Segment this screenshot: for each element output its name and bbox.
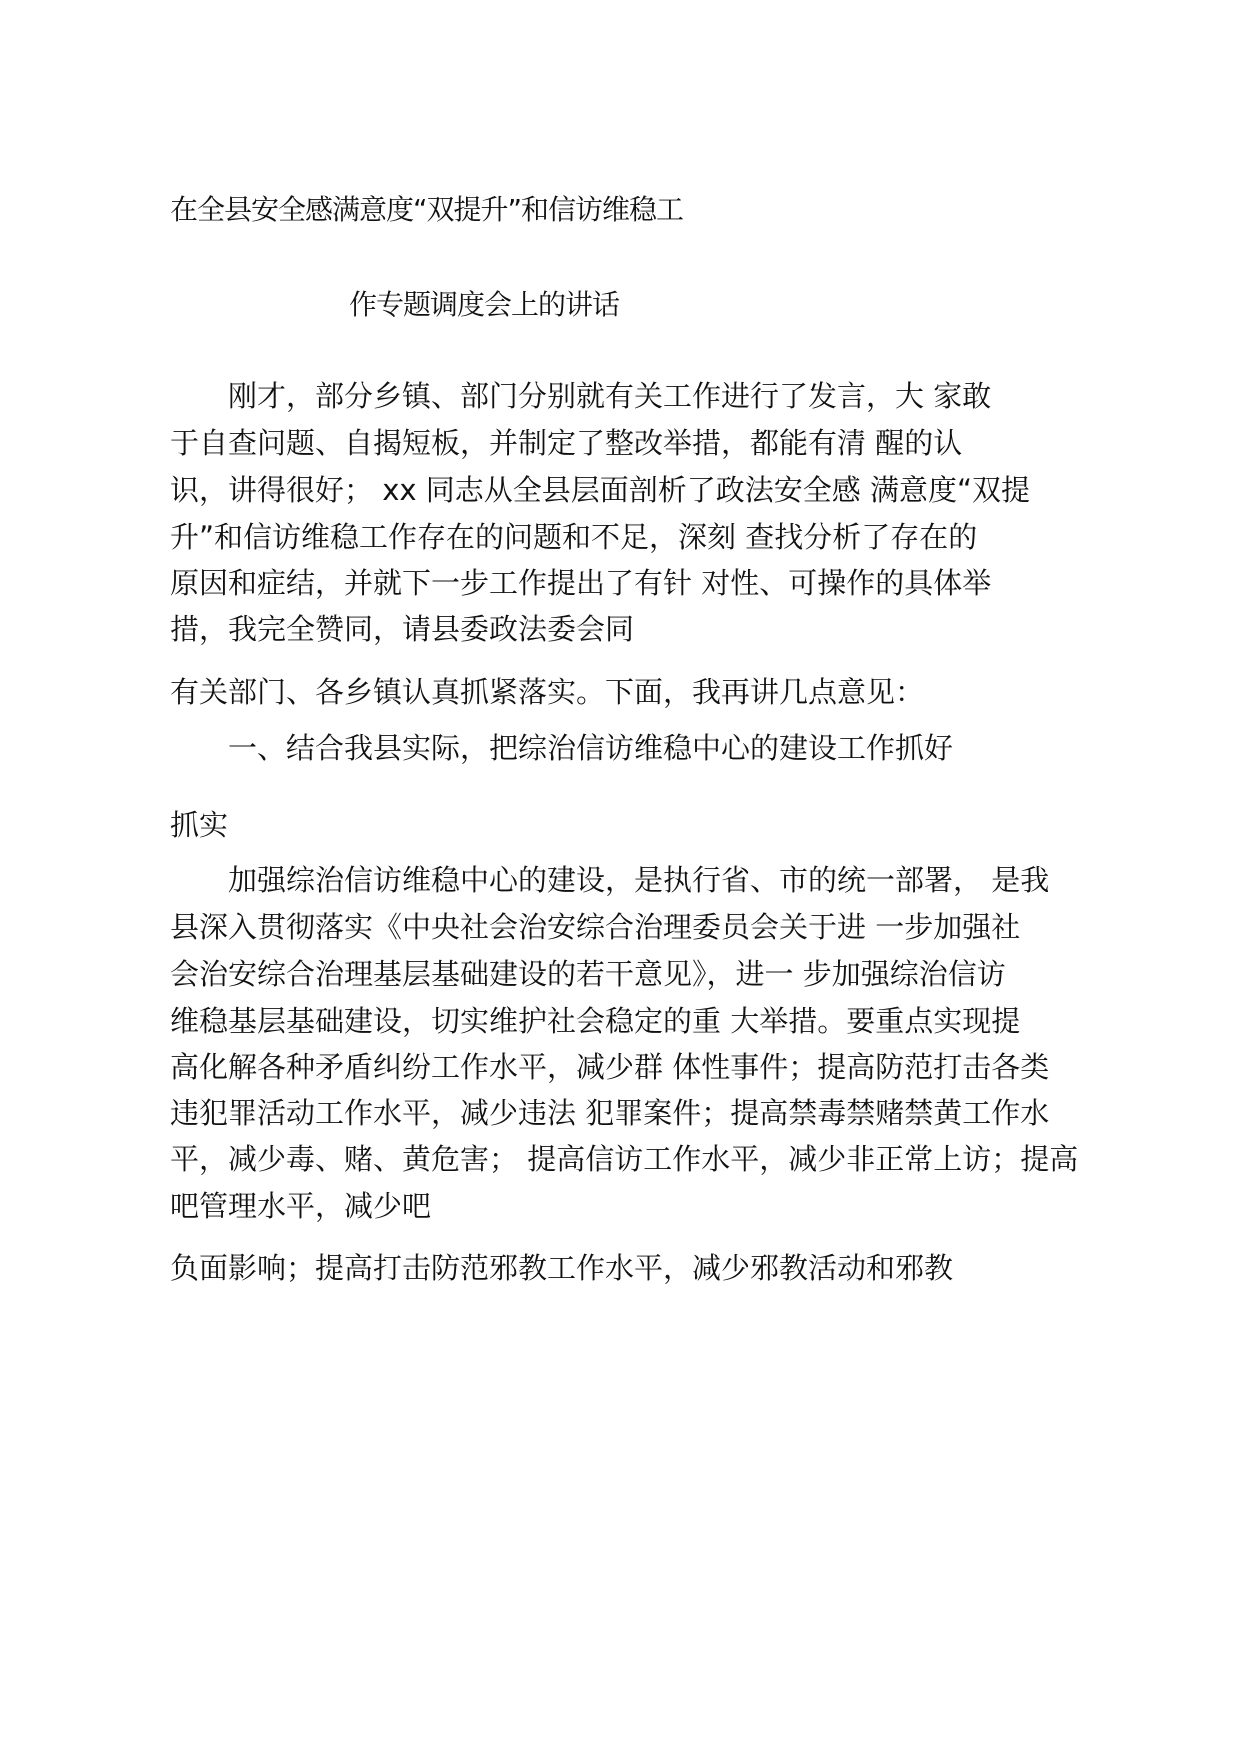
paragraph-3-line-5: 高化解各种矛盾纠纷工作水平，减少群 体性事件；提高防范打击各类 xyxy=(170,1050,1050,1084)
paragraph-3-line-8: 吧管理水平，减少吧 xyxy=(170,1189,432,1223)
paragraph-2-line-1: 有关部门、各乡镇认真抓紧落实。下面，我再讲几点意见： xyxy=(170,675,925,709)
paragraph-1-line-4: 升”和信访维稳工作存在的问题和不足，深刻 查找分析了存在的 xyxy=(170,520,978,554)
document-title-line-1: 在全县安全感满意度“双提升”和信访维稳工 xyxy=(170,193,684,226)
document-title-line-2: 作专题调度会上的讲话 xyxy=(349,288,620,321)
paragraph-3-line-3: 会治安综合治理基层基础建设的若干意见》，进一 步加强综治信访 xyxy=(170,957,1006,991)
paragraph-3-line-7: 平，减少毒、赌、黄危害； 提高信访工作水平，减少非正常上访；提高 xyxy=(170,1142,1079,1176)
paragraph-3-line-4: 维稳基层基础建设，切实维护社会稳定的重 大举措。要重点实现提 xyxy=(170,1004,1021,1038)
paragraph-1-line-1: 刚才，部分乡镇、部门分别就有关工作进行了发言，大 家敢 xyxy=(228,379,992,413)
paragraph-3-line-1: 加强综治信访维稳中心的建设，是执行省、市的统一部署， 是我 xyxy=(228,863,1050,897)
paragraph-1-line-5: 原因和症结，并就下一步工作提出了有针 对性、可操作的具体举 xyxy=(170,566,992,600)
paragraph-4-line-1: 负面影响；提高打击防范邪教工作水平，减少邪教活动和邪教 xyxy=(170,1251,954,1285)
paragraph-3-line-2: 县深入贯彻落实《中央社会治安综合治理委员会关于进 一步加强社 xyxy=(170,910,1021,944)
paragraph-1-line-3: 识，讲得很好； xx 同志从全县层面剖析了政法安全感 满意度“双提 xyxy=(170,473,1031,507)
section-heading-line-2: 抓实 xyxy=(170,808,229,842)
paragraph-3-line-6: 违犯罪活动工作水平，减少违法 犯罪案件；提高禁毒禁赌禁黄工作水 xyxy=(170,1096,1050,1130)
section-heading-line-1: 一、结合我县实际，把综治信访维稳中心的建设工作抓好 xyxy=(228,731,954,765)
paragraph-1-line-2: 于自查问题、自揭短板，并制定了整改举措，都能有清 醒的认 xyxy=(170,426,963,460)
paragraph-1-line-6: 措，我完全赞同，请县委政法委会同 xyxy=(170,612,635,646)
